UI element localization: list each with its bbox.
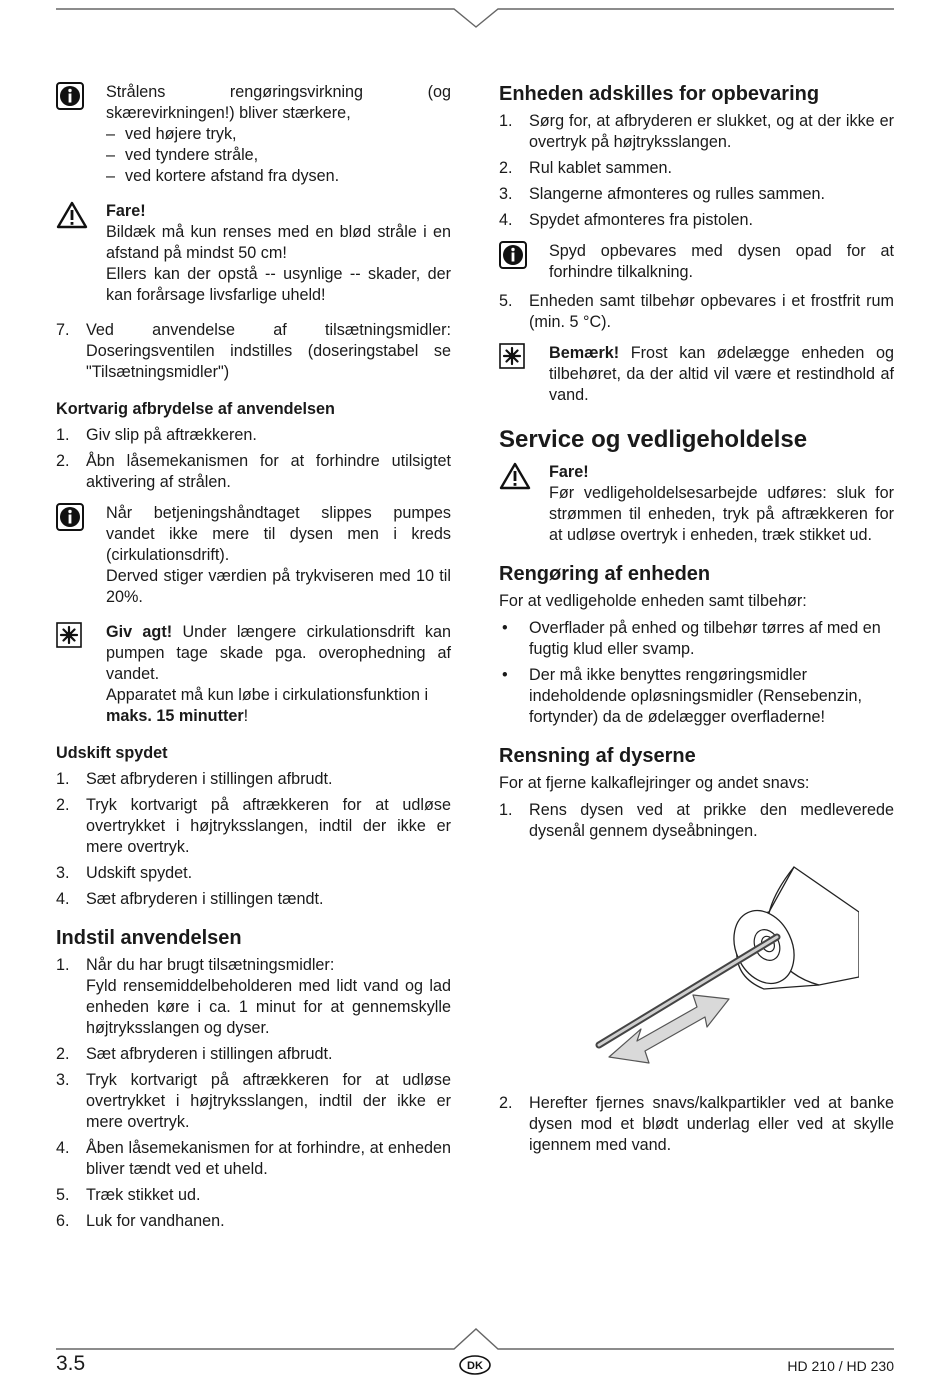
caution-title: Giv agt! <box>106 623 173 641</box>
step-number: 4. <box>56 1139 70 1157</box>
step-number: 2. <box>499 159 513 177</box>
warning-text: Ellers kan der opstå -- usynlige -- skader, der kan forårsage livsfarlige uheld! <box>106 265 451 304</box>
warning-text: Bildæk må kun renses med en blød stråle i en afstand på mindst 50 cm! <box>106 223 451 262</box>
step-text: Når du har brugt tilsætningsmidler: <box>86 956 335 974</box>
step-number: 2. <box>499 1094 513 1112</box>
step-number: 1. <box>56 956 70 974</box>
list-item <box>499 618 894 660</box>
model-name: HD 210 / HD 230 <box>787 1358 894 1374</box>
list-item <box>56 795 451 858</box>
info-text: Strålens rengøringsvirkning (og skærevirkningen!) bliver stærkere, <box>106 83 451 122</box>
list-item: – ved højere tryk, <box>106 124 451 145</box>
step-text: Udskift spydet. <box>86 864 193 882</box>
step-number: 2. <box>56 1045 70 1063</box>
step-number: 7. <box>56 321 70 339</box>
info-note-lance-storage <box>499 241 894 283</box>
bullet-icon: • <box>502 619 508 637</box>
left-column <box>56 82 451 1237</box>
list-item <box>56 451 451 493</box>
info-icon <box>56 82 84 110</box>
caution-icon <box>499 343 525 369</box>
list-item <box>499 184 894 205</box>
step-number: 1. <box>499 112 513 130</box>
step-text: Sørg for, at afbryderen er slukket, og at der ikke er overtryk på højtryksslangen. <box>529 112 894 151</box>
list-item <box>499 1093 894 1156</box>
list-item <box>499 210 894 231</box>
right-column <box>499 82 894 1161</box>
step-text: Luk for vandhanen. <box>86 1212 225 1230</box>
step-number: 1. <box>56 426 70 444</box>
nozzle-cleaning-illustration <box>529 857 859 1077</box>
list-item <box>56 1138 451 1180</box>
bullet-text: Overflader på enhed og tilbehør tørres af med en fugtig klud eller svamp. <box>529 619 881 658</box>
step-text: Enheden samt tilbehør opbevares i et frostfrit rum (min. 5 °C). <box>529 292 894 331</box>
list-item <box>56 1211 451 1232</box>
step-text: Træk stikket ud. <box>86 1186 201 1204</box>
list-item <box>499 111 894 153</box>
step-number: 2. <box>56 452 70 470</box>
warning-note-tyres <box>56 201 451 306</box>
caution-text: Apparatet må kun løbe i cirkulationsfunktion i <box>106 686 429 704</box>
note-text: Frost kan ødelægge enheden og tilbehøret, da der altid vil være et restindhold af vand. <box>549 344 894 404</box>
step-number: 3. <box>56 1071 70 1089</box>
step-text: Herefter fjernes snavs/kalkpartikler ved at banke dysen mod et blødt underlag eller ved at skylle igennem med vand. <box>529 1094 894 1154</box>
note-title: Bemærk! <box>549 344 620 362</box>
note-frost <box>499 343 894 406</box>
info-icon <box>56 503 84 531</box>
top-rule <box>56 0 894 40</box>
info-icon <box>499 241 527 269</box>
list-item <box>56 769 451 790</box>
info-text: Spyd opbevares med dysen opad for at forhindre tilkalkning. <box>549 242 894 281</box>
list-item <box>499 665 894 728</box>
list-item <box>56 425 451 446</box>
step-number: 4. <box>499 211 513 229</box>
step-number: 4. <box>56 890 70 908</box>
list-item <box>499 800 894 842</box>
warning-note-maintenance <box>499 462 894 546</box>
step-text: Tryk kortvarigt på aftrækkeren for at udløse overtrykket i højtryksslangen, indtil der ikke er mere overtryk. <box>86 1071 451 1131</box>
list-item <box>499 158 894 179</box>
list-item <box>56 863 451 884</box>
step-text: Rens dysen ved at prikke den medleverede dysenål gennem dyseåbningen. <box>529 801 894 840</box>
list-item <box>56 1185 451 1206</box>
caution-text: Under længere cirkulationsdrift kan pumpen tage skade pga. overophedning af vandet. <box>106 623 451 683</box>
bullet-text: Der må ikke benyttes rengøringsmidler indeholdende opløsningsmidler (Rensebenzin, fortynder) da de ødelægger overfladerne! <box>529 666 862 726</box>
paragraph: For at fjerne kalkaflejringer og andet snavs: <box>499 774 810 792</box>
step-number: 5. <box>499 292 513 310</box>
step-text: Sæt afbryderen i stillingen afbrudt. <box>86 770 333 788</box>
step-number: 5. <box>56 1186 70 1204</box>
caution-note-circulation <box>56 622 451 727</box>
page-number: 3.5 <box>56 1352 86 1375</box>
caution-emphasis: maks. 15 minutter <box>106 707 244 725</box>
section-heading: Enheden adskilles for opbevaring <box>499 83 820 105</box>
section-heading: Indstil anvendelsen <box>56 927 242 949</box>
warning-title: Fare! <box>106 202 146 220</box>
section-heading: Kortvarig afbrydelse af anvendelsen <box>56 400 335 418</box>
step-text: Åben låsemekanismen for at forhindre, at enheden bliver tændt ved et uheld. <box>86 1139 451 1178</box>
step-text: Sæt afbryderen i stillingen afbrudt. <box>86 1045 333 1063</box>
info-note-circulation <box>56 503 451 608</box>
step-text: Slangerne afmonteres og rulles sammen. <box>529 185 826 203</box>
step-number: 1. <box>56 770 70 788</box>
step-text: Rul kablet sammen. <box>529 159 673 177</box>
list-item <box>56 320 451 383</box>
list-item <box>56 1044 451 1065</box>
step-number: 6. <box>56 1212 70 1230</box>
list-item <box>56 955 451 1039</box>
warning-title: Fare! <box>549 463 589 481</box>
section-heading: Udskift spydet <box>56 744 168 762</box>
step-number: 3. <box>56 864 70 882</box>
step-text: Sæt afbryderen i stillingen tændt. <box>86 890 324 908</box>
step-text: Spydet afmonteres fra pistolen. <box>529 211 754 229</box>
info-note-jet-effect <box>56 82 451 187</box>
list-item <box>56 1070 451 1133</box>
paragraph: For at vedligeholde enheden samt tilbehør: <box>499 592 807 610</box>
list-item: – ved tyndere stråle, <box>106 145 451 166</box>
language-code: DK <box>467 1360 483 1372</box>
warning-text: Før vedligeholdelsesarbejde udføres: sluk for strømmen til enheden, tryk på aftrækkeren for at udløse overtryk i enheden, træk stikket ud. <box>549 484 894 544</box>
step-text: Tryk kortvarigt på aftrækkeren for at udløse overtrykket i højtryksslangen, indtil der ikke er mere overtryk. <box>86 796 451 856</box>
list-item <box>499 291 894 333</box>
warning-icon <box>56 201 88 229</box>
list-item: – ved kortere afstand fra dysen. <box>106 166 451 187</box>
step-text: Ved anvendelse af tilsætningsmidler: Doseringsventilen indstilles (doseringstabel se "Tilsætningsmidler") <box>86 321 451 381</box>
step-text: Fyld rensemiddelbeholderen med lidt vand og lad enheden køre i ca. 1 minut for at gennemskylle højtryksslangen og dyser. <box>86 977 451 1037</box>
chapter-heading: Service og vedligeholdelse <box>499 426 808 453</box>
section-heading: Rengøring af enheden <box>499 563 711 585</box>
step-text: Åbn låsemekanismen for at forhindre utilsigtet aktivering af strålen. <box>86 452 451 491</box>
section-heading: Rensning af dyserne <box>499 745 696 767</box>
step-number: 1. <box>499 801 513 819</box>
bullet-icon: • <box>502 666 508 684</box>
dash-list <box>106 124 451 187</box>
step-number: 3. <box>499 185 513 203</box>
step-text: Giv slip på aftrækkeren. <box>86 426 257 444</box>
caution-text: ! <box>243 707 249 725</box>
list-item <box>56 889 451 910</box>
bottom-rule <box>56 1320 894 1360</box>
caution-icon <box>56 622 82 648</box>
step-number: 2. <box>56 796 70 814</box>
language-badge <box>459 1355 491 1375</box>
info-text: Derved stiger værdien på trykviseren med 10 til 20%. <box>106 567 451 606</box>
info-text: Når betjeningshåndtaget slippes pumpes vandet ikke mere til dysen men i kreds (cirkulationsdrift). <box>106 504 451 564</box>
warning-icon <box>499 462 531 490</box>
